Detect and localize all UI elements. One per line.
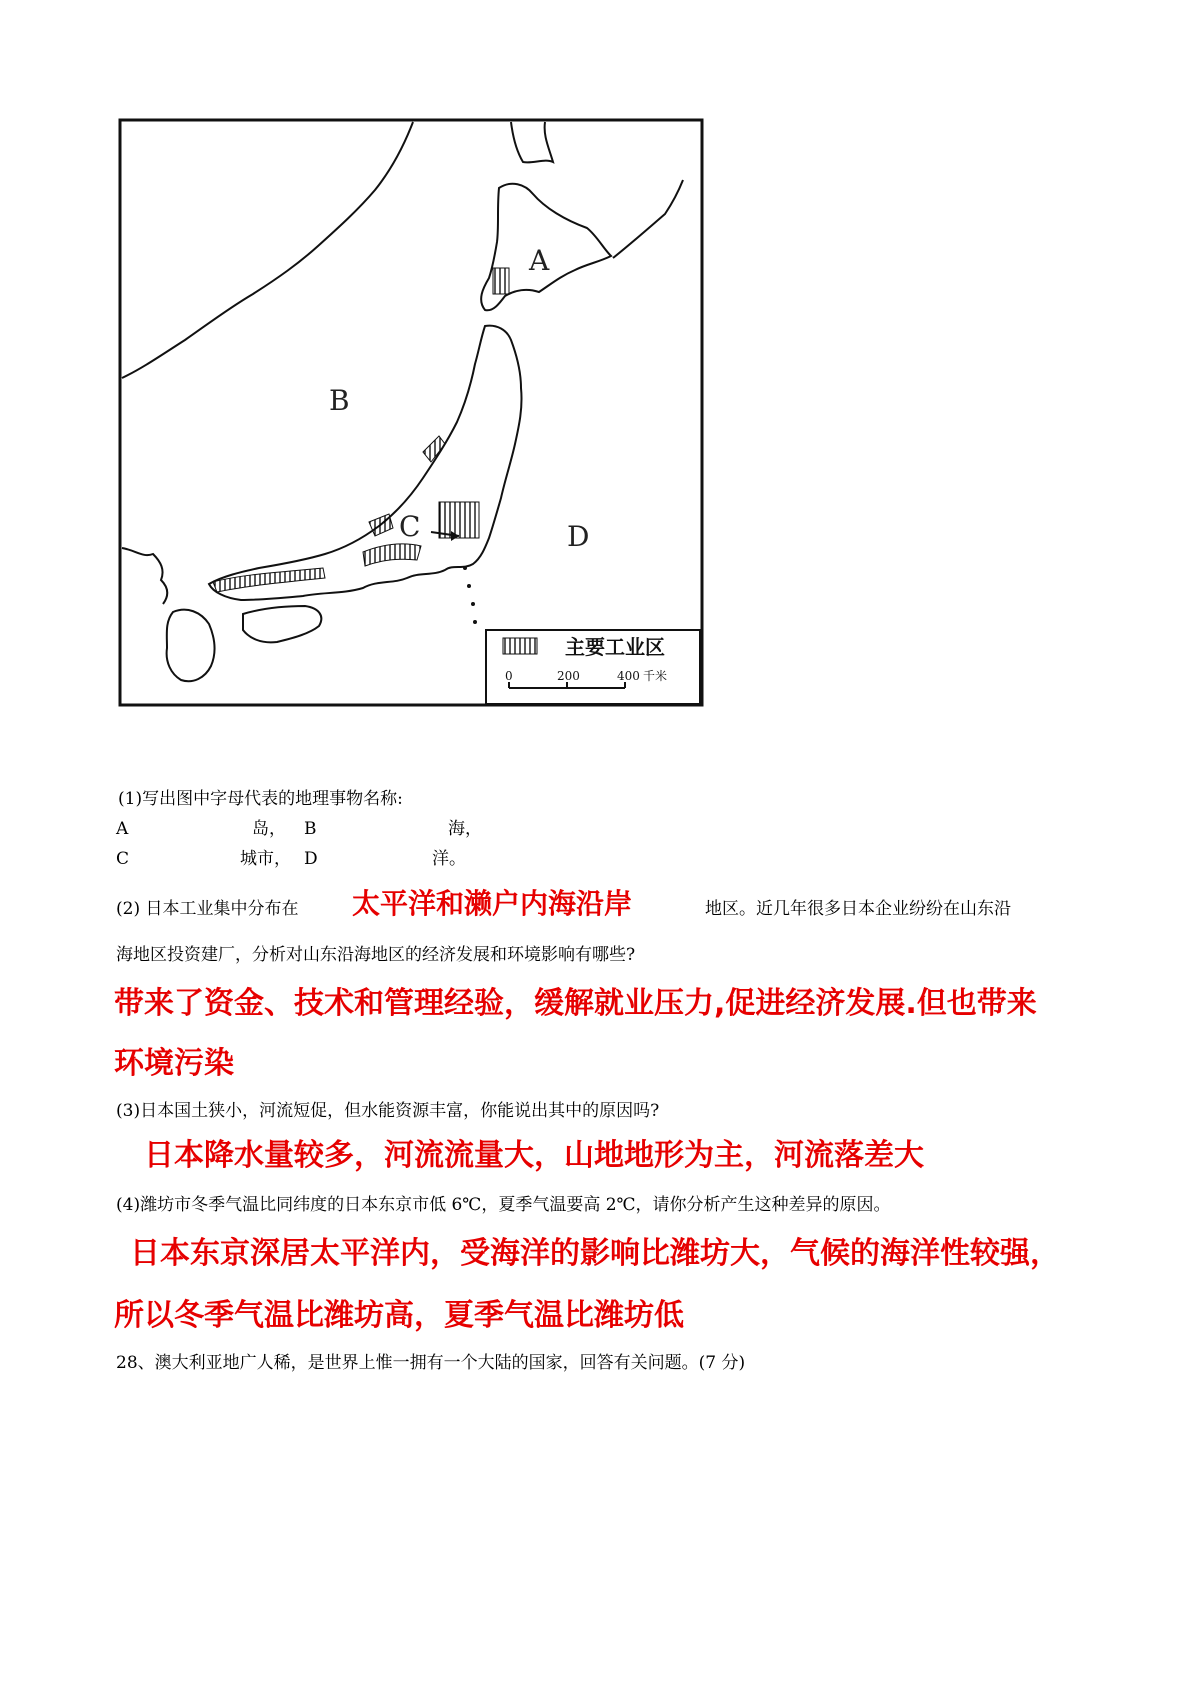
japan-map-svg — [113, 118, 769, 778]
industry-zone-tokyo — [439, 502, 479, 538]
map-label-d: D — [567, 520, 590, 553]
scale-label-0: 0 — [505, 669, 513, 683]
q4-answer-line1: 日本东京深居太平洋内，受海洋的影响比潍坊大，气候的海洋性较强， — [130, 1236, 1060, 1271]
q1-d-label: D — [304, 849, 318, 869]
japan-map — [113, 118, 769, 778]
scale-label-400: 400 — [617, 669, 640, 683]
q1-a-suffix: 岛， — [252, 819, 286, 839]
q1-c-label: C — [116, 849, 130, 869]
q2-answer-line2: 环境污染 — [114, 1046, 234, 1081]
map-label-a: A — [529, 244, 550, 277]
q1-c-suffix: 城市， — [240, 849, 291, 869]
scale-label-200: 200 — [557, 669, 580, 683]
q2-line2: 海地区投资建厂，分析对山东沿海地区的经济发展和环境影响有哪些? — [116, 945, 636, 965]
q2-suffix: 地区。近几年很多日本企业纷纷在山东沿 — [705, 899, 1011, 919]
scale-label-unit: 千米 — [643, 669, 668, 683]
kyushu — [167, 610, 215, 682]
legend-title: 主要工业区 — [565, 635, 665, 659]
map-label-c: C — [399, 510, 421, 543]
q2-prefix: (2) 日本工业集中分布在 — [116, 899, 299, 919]
q1-a-label: A — [116, 819, 129, 839]
q1-d-suffix: 洋。 — [432, 849, 466, 869]
q2-answer-inline: 太平洋和濑户内海沿岸 — [352, 887, 633, 920]
map-frame — [120, 120, 702, 705]
industry-zone-hokkaido — [493, 268, 509, 294]
legend-hatch-swatch — [503, 638, 537, 654]
q3-prompt: (3)日本国土狭小，河流短促，但水能资源丰富，你能说出其中的原因吗? — [116, 1101, 660, 1121]
map-label-b: B — [329, 384, 350, 417]
q1-b-suffix: 海， — [448, 819, 482, 839]
q1-prompt: (1)写出图中字母代表的地理事物名称: — [118, 789, 403, 809]
q4-prompt: (4)潍坊市冬季气温比同纬度的日本东京市低 6℃，夏季气温要高 2℃，请你分析产生这种差异的原因。 — [116, 1195, 891, 1215]
q3-answer: 日本降水量较多，河流流量大，山地地形为主，河流落差大 — [144, 1138, 924, 1173]
q2-answer-line1: 带来了资金、技术和管理经验，缓解就业压力,促进经济发展.但也带来 — [114, 986, 1037, 1021]
q4-answer-line2: 所以冬季气温比潍坊高，夏季气温比潍坊低 — [114, 1298, 684, 1333]
q1-b-label: B — [304, 819, 317, 839]
q28-prompt: 28、澳大利亚地广人稀，是世界上惟一拥有一个大陆的国家，回答有关问题。(7 分) — [116, 1353, 746, 1373]
